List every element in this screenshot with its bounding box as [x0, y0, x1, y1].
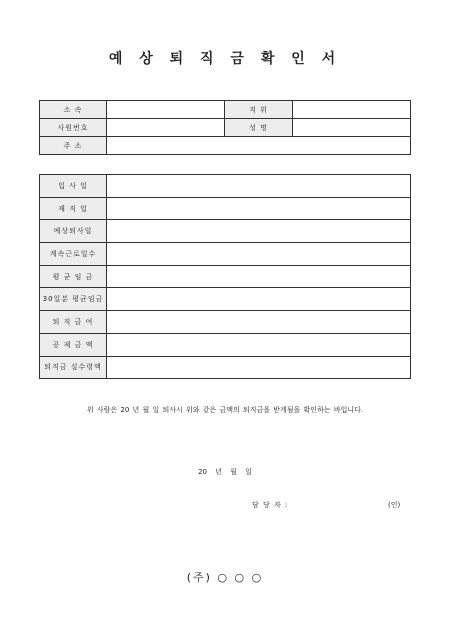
deduction-label: 공 제 금 액 [40, 333, 107, 356]
thirty-day-average-wage-field[interactable] [107, 288, 411, 311]
table-row [40, 119, 411, 137]
department-field[interactable] [107, 101, 225, 119]
employee-no-label: 사원번호 [40, 119, 107, 137]
table-row [40, 175, 411, 198]
table-row [40, 265, 411, 288]
table-row [40, 137, 411, 155]
confirmation-statement: 위 사람은 20 년 월 일 퇴사시 위와 같은 금액의 퇴직금을 받게됨을 확인하는 바입니다. [86, 406, 364, 414]
table-row [40, 333, 411, 356]
continuous-work-days-label: 계속근로일수 [40, 243, 107, 266]
continuous-work-days-field[interactable] [107, 243, 411, 266]
manager-label: 담 당 자 : [252, 501, 289, 509]
position-field[interactable] [293, 101, 411, 119]
net-severance-label: 퇴직금 실수령액 [40, 356, 107, 379]
join-date-label: 입 사 일 [40, 175, 107, 198]
expected-leave-date-field[interactable] [107, 220, 411, 243]
seal-label: (인) [388, 501, 401, 509]
expected-leave-date-label: 예상퇴사일 [40, 220, 107, 243]
table-row [40, 101, 411, 119]
table-row [40, 288, 411, 311]
department-label: 소 속 [40, 101, 107, 119]
name-label: 성 명 [225, 119, 293, 137]
average-wage-label: 평 균 임 금 [40, 265, 107, 288]
service-days-field[interactable] [107, 197, 411, 220]
severance-pay-field[interactable] [107, 311, 411, 334]
address-label: 주 소 [40, 137, 107, 155]
thirty-day-average-wage-label: 30일분 평균임금 [40, 288, 107, 311]
table-row [40, 243, 411, 266]
employee-info-table [39, 100, 411, 155]
join-date-field[interactable] [107, 175, 411, 198]
deduction-field[interactable] [107, 333, 411, 356]
average-wage-field[interactable] [107, 265, 411, 288]
address-field[interactable] [107, 137, 411, 155]
severance-detail-table [39, 174, 411, 379]
table-row [40, 220, 411, 243]
table-row [40, 356, 411, 379]
name-field[interactable] [293, 119, 411, 137]
service-days-label: 재 직 일 [40, 197, 107, 220]
signature-date: 20 년 월 일 [198, 468, 252, 476]
company-name: (주) ○ ○ ○ [186, 571, 264, 584]
employee-no-field[interactable] [107, 119, 225, 137]
table-row [40, 197, 411, 220]
position-label: 직 위 [225, 101, 293, 119]
document-title: 예 상 퇴 직 금 확 인 서 [108, 51, 342, 67]
net-severance-field[interactable] [107, 356, 411, 379]
severance-pay-label: 퇴 직 금 여 [40, 311, 107, 334]
table-row [40, 311, 411, 334]
